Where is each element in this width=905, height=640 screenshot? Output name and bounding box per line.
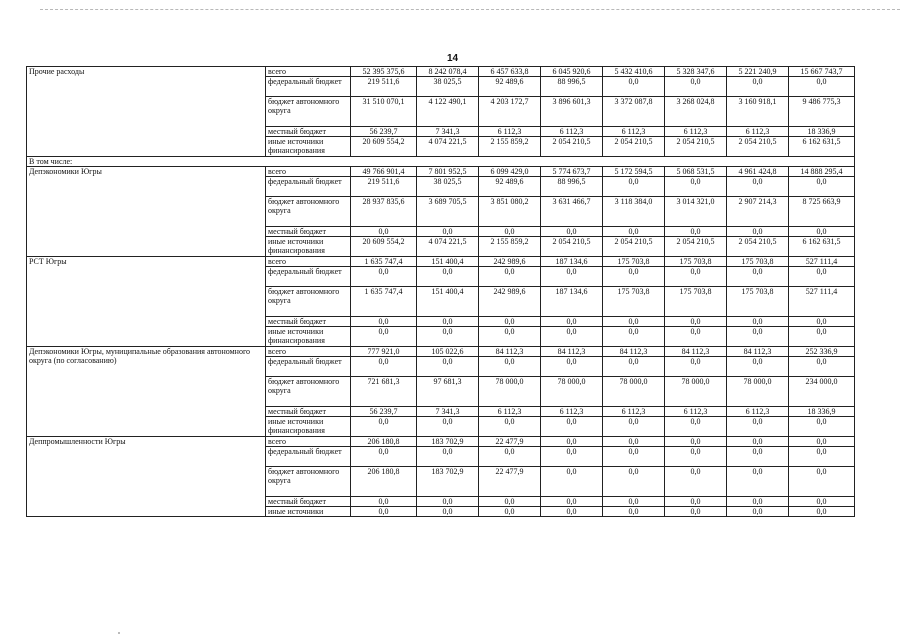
scan-edge-line [40, 9, 900, 10]
value-cell: 0,0 [665, 227, 727, 237]
value-cell: 0,0 [789, 507, 855, 517]
value-cell: 0,0 [479, 417, 541, 437]
value-cell: 0,0 [541, 227, 603, 237]
value-cell: 0,0 [541, 467, 603, 497]
value-cell: 78 000,0 [727, 377, 789, 407]
value-cell: 2 054 210,5 [541, 137, 603, 157]
value-cell: 8 242 078,4 [417, 67, 479, 77]
value-cell: 84 112,3 [603, 347, 665, 357]
value-cell: 38 025,5 [417, 77, 479, 97]
value-cell: 206 180,8 [351, 437, 417, 447]
value-cell: 0,0 [789, 327, 855, 347]
value-cell: 2 054 210,5 [541, 237, 603, 257]
table-row [27, 347, 855, 357]
source-label: федеральный бюджет [266, 177, 351, 197]
value-cell: 38 025,5 [417, 177, 479, 197]
value-cell: 56 239,7 [351, 407, 417, 417]
value-cell: 56 239,7 [351, 127, 417, 137]
value-cell: 2 054 210,5 [603, 137, 665, 157]
value-cell: 151 400,4 [417, 257, 479, 267]
source-label: иные источники [266, 507, 351, 517]
value-cell: 88 996,5 [541, 77, 603, 97]
value-cell: 187 134,6 [541, 257, 603, 267]
value-cell: 0,0 [665, 417, 727, 437]
value-cell: 0,0 [351, 357, 417, 377]
source-label: иные источники финансирования [266, 237, 351, 257]
value-cell: 15 667 743,7 [789, 67, 855, 77]
value-cell: 0,0 [541, 447, 603, 467]
source-label: федеральный бюджет [266, 267, 351, 287]
value-cell: 20 609 554,2 [351, 137, 417, 157]
value-cell: 105 022,6 [417, 347, 479, 357]
value-cell: 3 372 087,8 [603, 97, 665, 127]
value-cell: 5 774 673,7 [541, 167, 603, 177]
value-cell: 6 162 631,5 [789, 137, 855, 157]
value-cell: 78 000,0 [665, 377, 727, 407]
budget-table [26, 66, 855, 517]
source-label: всего [266, 437, 351, 447]
value-cell: 0,0 [417, 327, 479, 347]
value-cell: 3 896 601,3 [541, 97, 603, 127]
value-cell: 0,0 [541, 437, 603, 447]
value-cell: 0,0 [417, 267, 479, 287]
value-cell: 88 996,5 [541, 177, 603, 197]
value-cell: 2 054 210,5 [665, 237, 727, 257]
value-cell: 0,0 [351, 497, 417, 507]
value-cell: 0,0 [541, 267, 603, 287]
value-cell: 3 851 080,2 [479, 197, 541, 227]
value-cell: 5 221 240,9 [727, 67, 789, 77]
value-cell: 0,0 [479, 317, 541, 327]
value-cell: 97 681,3 [417, 377, 479, 407]
value-cell: 3 268 024,8 [665, 97, 727, 127]
value-cell: 18 336,9 [789, 407, 855, 417]
value-cell: 0,0 [603, 497, 665, 507]
value-cell: 0,0 [789, 417, 855, 437]
value-cell: 0,0 [479, 227, 541, 237]
value-cell: 175 703,8 [727, 287, 789, 317]
value-cell: 0,0 [665, 317, 727, 327]
value-cell: 78 000,0 [479, 377, 541, 407]
value-cell: 0,0 [727, 507, 789, 517]
value-cell: 0,0 [665, 437, 727, 447]
source-label: местный бюджет [266, 317, 351, 327]
value-cell: 2 155 859,2 [479, 237, 541, 257]
value-cell: 0,0 [727, 177, 789, 197]
value-cell: 234 000,0 [789, 377, 855, 407]
value-cell: 6 045 920,6 [541, 67, 603, 77]
source-label: федеральный бюджет [266, 77, 351, 97]
value-cell: 3 014 321,0 [665, 197, 727, 227]
value-cell: 6 112,3 [665, 127, 727, 137]
value-cell: 0,0 [417, 507, 479, 517]
value-cell: 0,0 [479, 327, 541, 347]
value-cell: 0,0 [727, 447, 789, 467]
value-cell: 6 112,3 [603, 127, 665, 137]
value-cell: 6 112,3 [665, 407, 727, 417]
value-cell: 0,0 [727, 417, 789, 437]
value-cell: 0,0 [541, 507, 603, 517]
section-name: Деппромышленности Югры [27, 437, 266, 517]
value-cell: 242 989,6 [479, 257, 541, 267]
value-cell: 242 989,6 [479, 287, 541, 317]
section-name: Прочие расходы [27, 67, 266, 157]
value-cell: 0,0 [789, 357, 855, 377]
value-cell: 22 477,9 [479, 437, 541, 447]
value-cell: 175 703,8 [603, 257, 665, 267]
value-cell: 0,0 [789, 497, 855, 507]
value-cell: 2 054 210,5 [603, 237, 665, 257]
value-cell: 777 921,0 [351, 347, 417, 357]
value-cell: 0,0 [479, 497, 541, 507]
value-cell: 6 112,3 [479, 407, 541, 417]
table-row [27, 67, 855, 77]
value-cell: 0,0 [603, 467, 665, 497]
value-cell: 4 074 221,5 [417, 137, 479, 157]
value-cell: 9 486 775,3 [789, 97, 855, 127]
value-cell: 0,0 [417, 317, 479, 327]
value-cell: 52 395 375,6 [351, 67, 417, 77]
source-label: бюджет автономного округа [266, 467, 351, 497]
value-cell: 721 681,3 [351, 377, 417, 407]
value-cell: 0,0 [541, 357, 603, 377]
value-cell: 0,0 [789, 447, 855, 467]
value-cell: 0,0 [665, 507, 727, 517]
value-cell: 78 000,0 [603, 377, 665, 407]
value-cell: 0,0 [727, 357, 789, 377]
value-cell: 0,0 [351, 227, 417, 237]
value-cell: 0,0 [351, 267, 417, 287]
value-cell: 175 703,8 [665, 257, 727, 267]
value-cell: 1 635 747,4 [351, 257, 417, 267]
value-cell: 0,0 [727, 467, 789, 497]
value-cell: 4 961 424,8 [727, 167, 789, 177]
value-cell: 0,0 [789, 437, 855, 447]
value-cell: 8 725 663,9 [789, 197, 855, 227]
value-cell: 20 609 554,2 [351, 237, 417, 257]
value-cell: 3 160 918,1 [727, 97, 789, 127]
value-cell: 2 054 210,5 [727, 237, 789, 257]
section-name: Депэкономики Югры [27, 167, 266, 257]
value-cell: 175 703,8 [603, 287, 665, 317]
value-cell: 2 054 210,5 [727, 137, 789, 157]
value-cell: 0,0 [603, 317, 665, 327]
value-cell: 0,0 [665, 77, 727, 97]
source-label: бюджет автономного округа [266, 97, 351, 127]
value-cell: 0,0 [541, 497, 603, 507]
value-cell: 0,0 [541, 327, 603, 347]
value-cell: 3 631 466,7 [541, 197, 603, 227]
value-cell: 0,0 [603, 447, 665, 467]
scan-speck [118, 632, 120, 634]
value-cell: 4 203 172,7 [479, 97, 541, 127]
source-label: всего [266, 67, 351, 77]
value-cell: 0,0 [417, 357, 479, 377]
value-cell: 0,0 [665, 447, 727, 467]
value-cell: 92 489,6 [479, 177, 541, 197]
value-cell: 92 489,6 [479, 77, 541, 97]
value-cell: 0,0 [603, 417, 665, 437]
value-cell: 527 111,4 [789, 287, 855, 317]
source-label: бюджет автономного округа [266, 287, 351, 317]
value-cell: 252 336,9 [789, 347, 855, 357]
source-label: иные источники финансирования [266, 327, 351, 347]
value-cell: 84 112,3 [665, 347, 727, 357]
value-cell: 0,0 [665, 327, 727, 347]
value-cell: 2 054 210,5 [665, 137, 727, 157]
value-cell: 5 432 410,6 [603, 67, 665, 77]
value-cell: 0,0 [665, 267, 727, 287]
value-cell: 0,0 [417, 497, 479, 507]
value-cell: 0,0 [541, 317, 603, 327]
value-cell: 0,0 [603, 227, 665, 237]
value-cell: 0,0 [603, 177, 665, 197]
value-cell: 0,0 [351, 317, 417, 327]
value-cell: 0,0 [789, 177, 855, 197]
value-cell: 0,0 [603, 507, 665, 517]
source-label: федеральный бюджет [266, 447, 351, 467]
source-label: местный бюджет [266, 407, 351, 417]
source-label: иные источники финансирования [266, 417, 351, 437]
table-row [27, 167, 855, 177]
value-cell: 187 134,6 [541, 287, 603, 317]
value-cell: 7 341,3 [417, 127, 479, 137]
table-row [27, 157, 855, 167]
value-cell: 28 937 835,6 [351, 197, 417, 227]
value-cell: 0,0 [789, 267, 855, 287]
source-label: бюджет автономного округа [266, 377, 351, 407]
source-label: всего [266, 257, 351, 267]
value-cell: 0,0 [727, 327, 789, 347]
value-cell: 31 510 070,1 [351, 97, 417, 127]
value-cell: 0,0 [789, 227, 855, 237]
in-total-note: В том числе: [27, 157, 855, 167]
value-cell: 49 766 901,4 [351, 167, 417, 177]
value-cell: 219 511,6 [351, 177, 417, 197]
value-cell: 0,0 [603, 437, 665, 447]
value-cell: 0,0 [603, 357, 665, 377]
value-cell: 0,0 [603, 327, 665, 347]
value-cell: 0,0 [417, 417, 479, 437]
value-cell: 151 400,4 [417, 287, 479, 317]
value-cell: 0,0 [789, 77, 855, 97]
value-cell: 0,0 [789, 317, 855, 327]
value-cell: 4 074 221,5 [417, 237, 479, 257]
section-name: Депэкономики Югры, муниципальные образования автономного округа (по согласованию) [27, 347, 266, 437]
value-cell: 84 112,3 [541, 347, 603, 357]
value-cell: 0,0 [789, 467, 855, 497]
value-cell: 3 689 705,5 [417, 197, 479, 227]
section-name: РСТ Югры [27, 257, 266, 347]
source-label: местный бюджет [266, 497, 351, 507]
value-cell: 84 112,3 [727, 347, 789, 357]
value-cell: 6 162 631,5 [789, 237, 855, 257]
source-label: всего [266, 167, 351, 177]
page-number: 14 [446, 53, 459, 64]
source-label: местный бюджет [266, 227, 351, 237]
value-cell: 78 000,0 [541, 377, 603, 407]
table-row [27, 437, 855, 447]
value-cell: 0,0 [541, 417, 603, 437]
value-cell: 0,0 [603, 77, 665, 97]
source-label: федеральный бюджет [266, 357, 351, 377]
value-cell: 2 155 859,2 [479, 137, 541, 157]
value-cell: 0,0 [351, 417, 417, 437]
value-cell: 0,0 [603, 267, 665, 287]
value-cell: 219 511,6 [351, 77, 417, 97]
value-cell: 6 112,3 [541, 407, 603, 417]
value-cell: 4 122 490,1 [417, 97, 479, 127]
value-cell: 527 111,4 [789, 257, 855, 267]
budget-table-body [27, 67, 855, 517]
value-cell: 0,0 [479, 267, 541, 287]
value-cell: 1 635 747,4 [351, 287, 417, 317]
source-label: местный бюджет [266, 127, 351, 137]
value-cell: 0,0 [351, 327, 417, 347]
value-cell: 0,0 [665, 497, 727, 507]
value-cell: 6 112,3 [541, 127, 603, 137]
table-row [27, 257, 855, 267]
value-cell: 5 172 594,5 [603, 167, 665, 177]
value-cell: 175 703,8 [665, 287, 727, 317]
value-cell: 0,0 [727, 267, 789, 287]
value-cell: 18 336,9 [789, 127, 855, 137]
value-cell: 0,0 [665, 357, 727, 377]
value-cell: 6 112,3 [479, 127, 541, 137]
value-cell: 175 703,8 [727, 257, 789, 267]
value-cell: 6 112,3 [727, 407, 789, 417]
value-cell: 6 112,3 [603, 407, 665, 417]
value-cell: 0,0 [665, 177, 727, 197]
value-cell: 0,0 [479, 447, 541, 467]
value-cell: 14 888 295,4 [789, 167, 855, 177]
source-label: иные источники финансирования [266, 137, 351, 157]
value-cell: 0,0 [727, 437, 789, 447]
value-cell: 6 099 429,0 [479, 167, 541, 177]
value-cell: 7 801 952,5 [417, 167, 479, 177]
value-cell: 0,0 [417, 227, 479, 237]
value-cell: 3 118 384,0 [603, 197, 665, 227]
value-cell: 0,0 [665, 467, 727, 497]
value-cell: 0,0 [727, 317, 789, 327]
value-cell: 0,0 [417, 447, 479, 467]
value-cell: 183 702,9 [417, 437, 479, 447]
value-cell: 0,0 [351, 507, 417, 517]
value-cell: 7 341,3 [417, 407, 479, 417]
value-cell: 5 328 347,6 [665, 67, 727, 77]
source-label: всего [266, 347, 351, 357]
value-cell: 0,0 [479, 507, 541, 517]
value-cell: 6 457 633,8 [479, 67, 541, 77]
value-cell: 0,0 [727, 227, 789, 237]
value-cell: 0,0 [727, 497, 789, 507]
value-cell: 0,0 [351, 447, 417, 467]
value-cell: 5 068 531,5 [665, 167, 727, 177]
value-cell: 183 702,9 [417, 467, 479, 497]
value-cell: 0,0 [479, 357, 541, 377]
value-cell: 206 180,8 [351, 467, 417, 497]
value-cell: 22 477,9 [479, 467, 541, 497]
value-cell: 6 112,3 [727, 127, 789, 137]
value-cell: 84 112,3 [479, 347, 541, 357]
value-cell: 0,0 [727, 77, 789, 97]
source-label: бюджет автономного округа [266, 197, 351, 227]
value-cell: 2 907 214,3 [727, 197, 789, 227]
